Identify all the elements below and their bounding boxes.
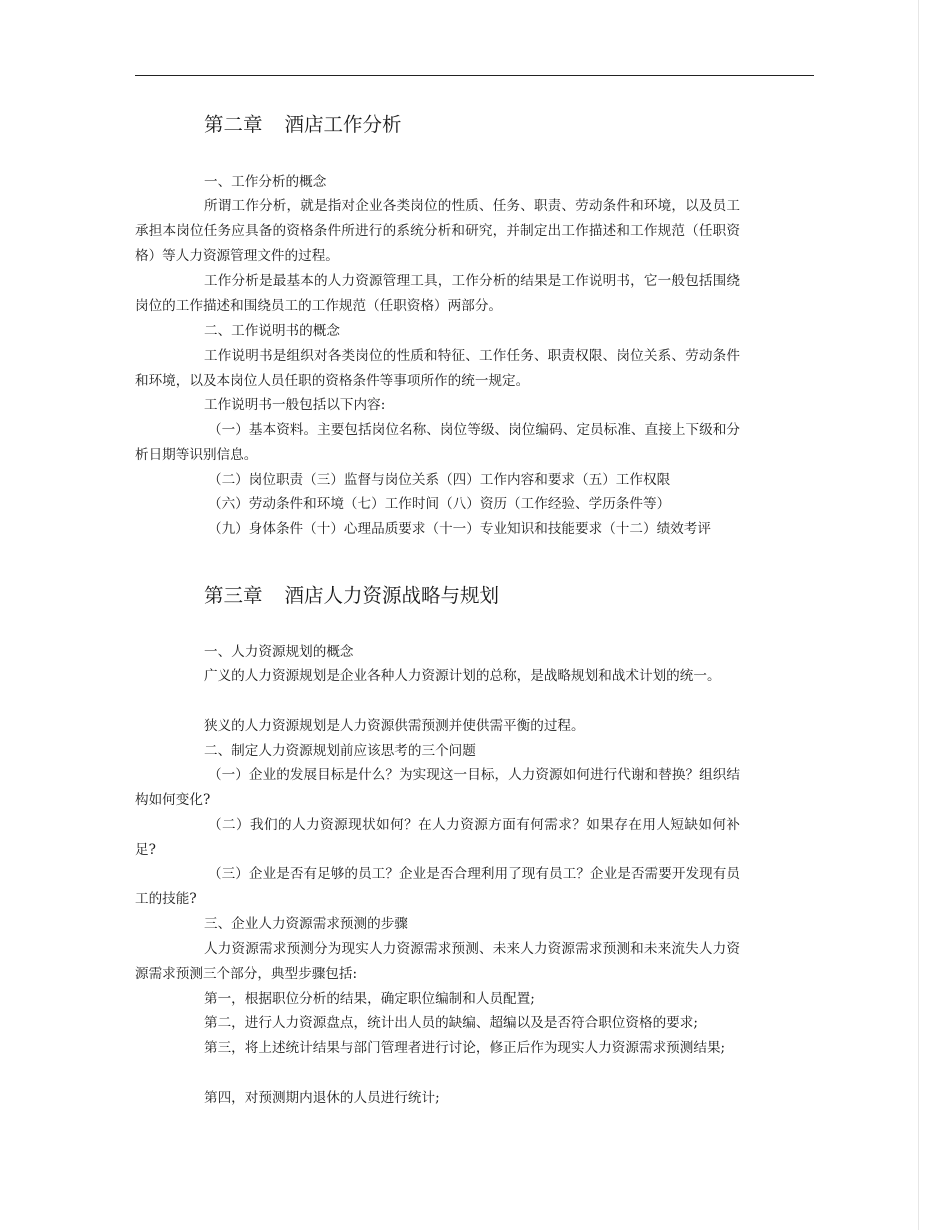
chapter-2-title: 酒店工作分析 [284, 113, 402, 136]
ch3-section-1-paragraph-2: 狭义的人力资源规划是人力资源供需预测并使供需平衡的过程。 [204, 718, 585, 734]
ch2-section-2-paragraph-2: 工作说明书一般包括以下内容: [204, 397, 386, 413]
ch3-section-2-heading: 二、制定人力资源规划前应该思考的三个问题 [204, 743, 476, 759]
ch2-section-1-paragraph-1: 所谓工作分析，就是指对企业各类岗位的性质、任务、职责、劳动条件和环境，以及员工承担本岗位任务应具备的资格条件所进行的系统分析和研究，并制定出工作描述和工作规范（任职资格）等人力资源管理文件的过程。 [135, 198, 740, 264]
chapter-3-number: 第三章 [204, 584, 263, 607]
ch3-section-3-heading: 三、企业人力资源需求预测的步骤 [204, 916, 408, 932]
ch2-item-1: （一）基本资料。主要包括岗位名称、岗位等级、岗位编码、定员标准、直接上下级和分析日期等识别信息。 [135, 422, 740, 463]
ch2-section-2-heading: 二、工作说明书的概念 [204, 323, 340, 339]
ch3-section-1-heading: 一、人力资源规划的概念 [204, 644, 354, 660]
ch2-items-line-c: （九）身体条件（十）心理品质要求（十一）专业知识和技能要求（十二）绩效考评 [208, 521, 711, 537]
ch2-items-line-a: （二）岗位职责（三）监督与岗位关系（四）工作内容和要求（五）工作权限 [208, 472, 671, 488]
ch3-step-3: 第三，将上述统计结果与部门管理者进行讨论，修正后作为现实人力资源需求预测结果; [204, 1040, 726, 1056]
ch3-question-2: （二）我们的人力资源现状如何？在人力资源方面有何需求？如果存在用人短缺如何补足? [135, 817, 740, 858]
chapter-3-heading [204, 583, 499, 609]
chapter-3-title: 酒店人力资源战略与规划 [284, 584, 500, 607]
ch2-section-1-paragraph-2: 工作分析是最基本的人力资源管理工具，工作分析的结果是工作说明书，它一般包括围绕岗位的工作描述和围绕员工的工作规范（任职资格）两部分。 [135, 273, 740, 314]
chapter-2-number: 第二章 [204, 113, 263, 136]
ch2-section-1-heading: 一、工作分析的概念 [204, 174, 327, 190]
ch3-question-3: （三）企业是否有足够的员工？企业是否合理利用了现有员工？企业是否需要开发现有员工的技能? [135, 866, 740, 907]
ch3-question-1: （一）企业的发展目标是什么？为实现这一目标，人力资源如何进行代谢和替换？组织结构如何变化? [135, 767, 740, 808]
ch2-items-line-b: （六）劳动条件和环境（七）工作时间（八）资历（工作经验、学历条件等） [208, 496, 671, 512]
chapter-2-heading [204, 112, 402, 138]
ch2-section-2-paragraph-1: 工作说明书是组织对各类岗位的性质和特征、工作任务、职责权限、岗位关系、劳动条件和环境，以及本岗位人员任职的资格条件等事项所作的统一规定。 [135, 348, 740, 389]
ch3-step-1: 第一，根据职位分析的结果，确定职位编制和人员配置; [204, 991, 535, 1007]
ch3-step-4: 第四，对预测期内退休的人员进行统计; [204, 1090, 440, 1106]
ch3-section-1-paragraph-1: 广义的人力资源规划是企业各种人力资源计划的总称，是战略规划和战术计划的统一。 [204, 668, 721, 684]
page-edge [918, 0, 919, 1230]
header-rule [135, 75, 814, 76]
ch3-step-2: 第二，进行人力资源盘点，统计出人员的缺编、超编以及是否符合职位资格的要求; [204, 1015, 698, 1031]
ch3-section-3-paragraph-1: 人力资源需求预测分为现实人力资源需求预测、未来人力资源需求预测和未来流失人力资源需求预测三个部分，典型步骤包括: [135, 941, 740, 982]
